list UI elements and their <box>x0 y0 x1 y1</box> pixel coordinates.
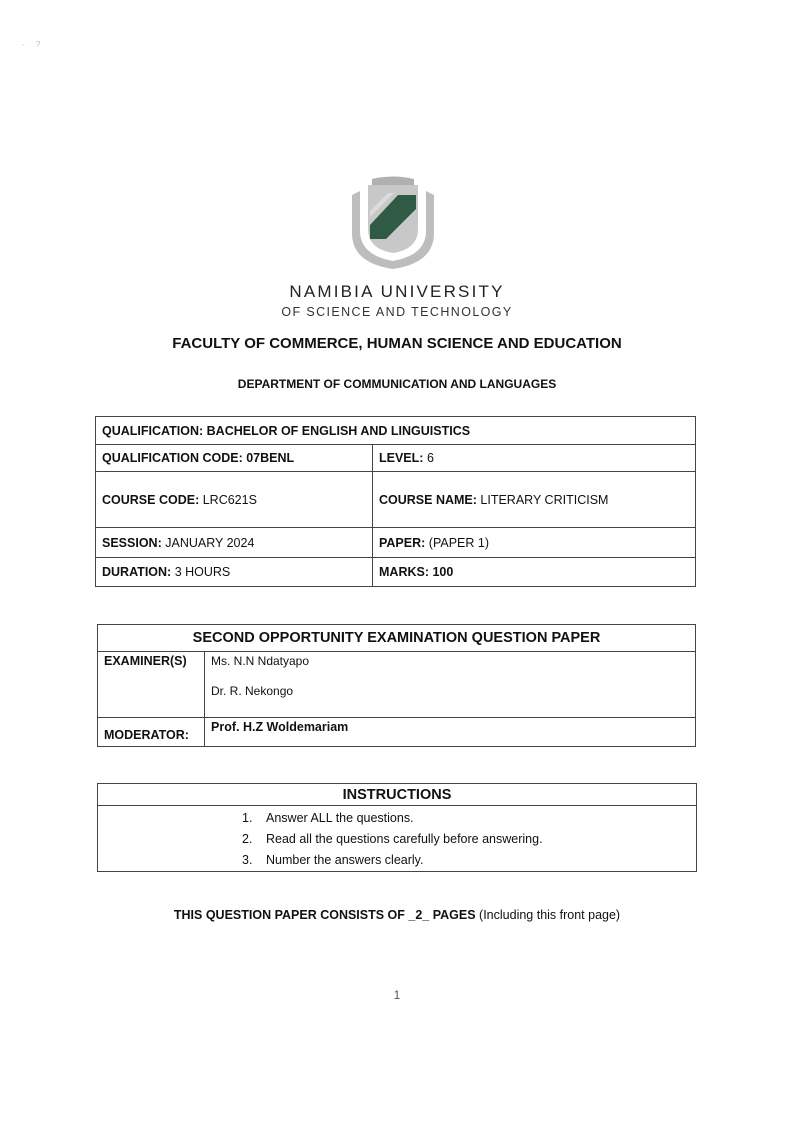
university-subtitle: OF SCIENCE AND TECHNOLOGY <box>281 305 513 319</box>
qualification-code-label: QUALIFICATION CODE: <box>102 451 243 465</box>
instruction-text: Answer ALL the questions. <box>266 811 414 825</box>
paper-label: PAPER: <box>379 535 426 550</box>
page-count-note <box>0 908 794 922</box>
paper-cell <box>373 528 696 558</box>
level-cell <box>373 445 696 472</box>
instruction-text: Read all the questions carefully before answering. <box>266 832 543 846</box>
qualification-code-cell <box>96 445 373 472</box>
examiners-row <box>98 652 696 718</box>
instruction-number: 3. <box>242 853 253 867</box>
exam-title: SECOND OPPORTUNITY EXAMINATION QUESTION PAPER <box>98 625 696 652</box>
course-code-value: LRC621S <box>202 492 257 507</box>
marks-cell <box>373 558 696 587</box>
qualification-table <box>95 416 696 587</box>
course-code-label: COURSE CODE: <box>102 492 200 507</box>
qualification-value: BACHELOR OF ENGLISH AND LINGUISTICS <box>206 423 471 438</box>
exam-title-row <box>98 625 696 652</box>
paper-value: (PAPER 1) <box>428 535 489 550</box>
level-value: 6 <box>426 451 434 465</box>
scan-artifact-mark: - ? <box>22 40 41 49</box>
qualification-code-row <box>96 445 696 472</box>
department-heading: DEPARTMENT OF COMMUNICATION AND LANGUAGES <box>237 377 557 391</box>
instructions-list <box>242 809 543 872</box>
duration-row <box>96 558 696 587</box>
instruction-number: 2. <box>242 832 253 846</box>
instructions-title: INSTRUCTIONS <box>98 784 696 806</box>
moderator-label: MODERATOR: <box>98 718 205 747</box>
instruction-item <box>242 809 543 830</box>
qualification-cell <box>96 417 696 445</box>
session-label: SESSION: <box>102 535 162 550</box>
duration-cell <box>96 558 373 587</box>
page-count-normal: (Including this front page) <box>479 908 621 922</box>
course-row <box>96 472 696 528</box>
course-code-cell <box>96 472 373 528</box>
instructions-box <box>97 783 697 872</box>
examiner-table <box>97 624 696 747</box>
course-name-cell <box>373 472 696 528</box>
session-cell <box>96 528 373 558</box>
instruction-text: Number the answers clearly. <box>266 853 424 867</box>
instruction-number: 1. <box>242 811 253 825</box>
page-number: 1 <box>393 988 401 1002</box>
duration-value: 3 HOURS <box>174 565 231 579</box>
level-label: LEVEL: <box>379 451 424 465</box>
examiner-2: Dr. R. Nekongo <box>211 684 294 698</box>
instruction-item <box>242 830 543 851</box>
session-row <box>96 528 696 558</box>
instruction-item <box>242 851 543 872</box>
session-value: JANUARY 2024 <box>165 535 255 550</box>
examiners-cell <box>205 652 696 718</box>
examiners-label: EXAMINER(S) <box>98 652 205 718</box>
page-count-bold: THIS QUESTION PAPER CONSISTS OF _2_ PAGES <box>173 908 476 922</box>
university-name: NAMIBIA UNIVERSITY <box>289 282 505 301</box>
qualification-label: QUALIFICATION: <box>102 423 204 438</box>
qualification-code-value: 07BENL <box>246 451 295 465</box>
examiner-1: Ms. N.N Ndatyapo <box>211 654 310 668</box>
duration-label: DURATION: <box>102 565 172 579</box>
moderator-row <box>98 718 696 747</box>
qualification-row <box>96 417 696 445</box>
moderator-name: Prof. H.Z Woldemariam <box>205 718 696 747</box>
course-name-value: LITERARY CRITICISM <box>480 492 609 507</box>
marks-value: 100 <box>432 565 454 579</box>
faculty-heading: FACULTY OF COMMERCE, HUMAN SCIENCE AND EDUCATION <box>172 335 622 352</box>
course-name-label: COURSE NAME: <box>379 492 477 507</box>
university-logo <box>348 175 438 270</box>
marks-label: MARKS: <box>379 565 429 579</box>
